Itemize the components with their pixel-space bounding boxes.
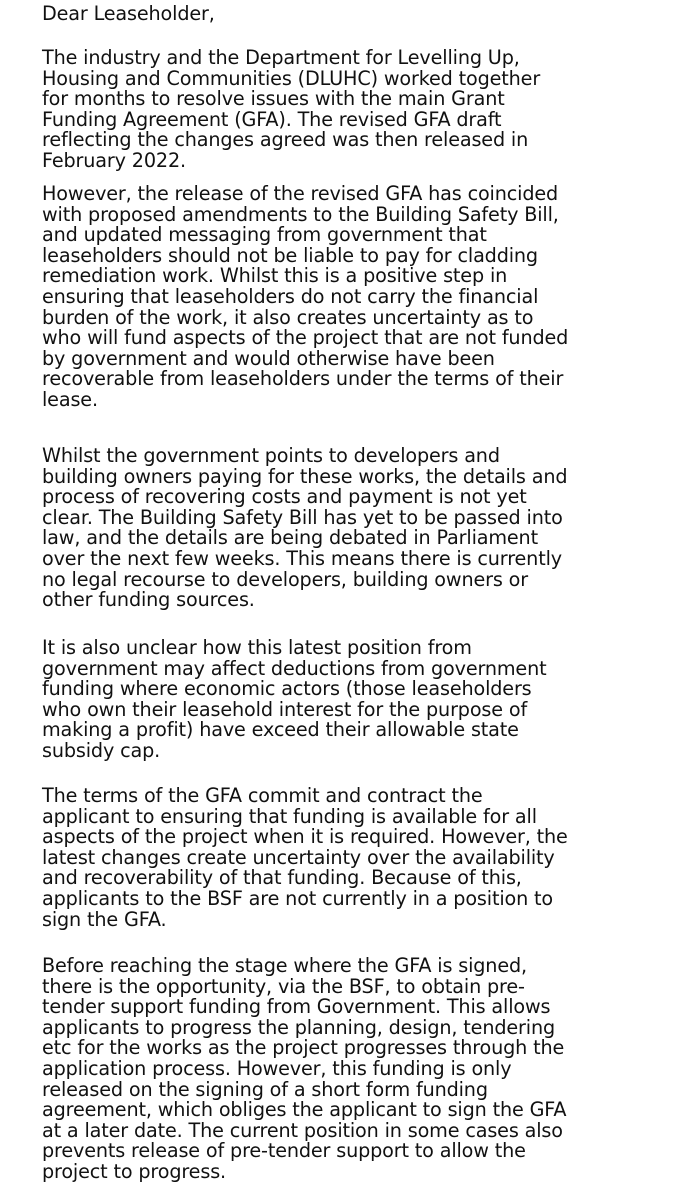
- text-line: who own their leasehold interest for the purpose of: [42, 697, 528, 721]
- text-line: at a later date. The current position in some cases also: [42, 1118, 563, 1142]
- text-line: no legal recourse to developers, building owners or: [42, 567, 528, 591]
- text-line: applicants to progress the planning, design, tendering: [42, 1015, 555, 1039]
- text-line: applicants to the BSF are not currently in a position to: [42, 886, 554, 910]
- text-line: released on the signing of a short form funding: [42, 1077, 488, 1101]
- text-line: clear. The Building Safety Bill has yet to be passed into: [42, 505, 563, 529]
- text-line: process of recovering costs and payment is not yet: [42, 485, 527, 509]
- text-line: remediation work. Whilst this is a positive step in: [42, 264, 508, 288]
- text-line: application process. However, this funding is only: [42, 1056, 512, 1080]
- text-line: building owners paying for these works, the details and: [42, 464, 568, 488]
- text-line: by government and would otherwise have been: [42, 346, 495, 370]
- text-line: agreement, which obliges the applicant to sign the GFA: [42, 1098, 567, 1122]
- text-line: leaseholders should not be liable to pay for cladding: [42, 243, 538, 267]
- salutation: Dear Leaseholder,: [42, 2, 215, 25]
- text-line: project to progress.: [42, 1159, 226, 1183]
- text-line: The industry and the Department for Levelling Up,: [42, 46, 520, 69]
- text-line: It is also unclear how this latest position from: [42, 636, 472, 659]
- text-line: latest changes create uncertainty over the availability: [42, 845, 555, 869]
- text-line: reflecting the changes agreed was then released in: [42, 128, 529, 152]
- text-line: Funding Agreement (GFA). The revised GFA draft: [42, 107, 502, 131]
- text-line: there is the opportunity, via the BSF, to obtain pre-: [42, 974, 525, 998]
- text-line: over the next few weeks. This means there is currently: [42, 546, 562, 570]
- paragraph-6: [42, 956, 566, 1183]
- paragraph-1: [42, 48, 540, 172]
- text-line: other funding sources.: [42, 588, 255, 612]
- text-line: who will fund aspects of the project that are not funded: [42, 326, 569, 350]
- paragraph-2: [42, 184, 568, 411]
- text-line: government may affect deductions from government: [42, 656, 547, 680]
- text-line: prevents release of pre-tender support to allow the: [42, 1139, 526, 1163]
- text-line: Before reaching the stage where the GFA is signed,: [42, 954, 527, 977]
- text-line: sign the GFA.: [42, 907, 167, 931]
- text-line: subsidy cap.: [42, 738, 161, 762]
- text-line: February 2022.: [42, 148, 186, 172]
- text-line: for months to resolve issues with the main Grant: [42, 87, 505, 111]
- text-line: lease.: [42, 387, 98, 411]
- text-line: applicant to ensuring that funding is available for all: [42, 804, 537, 828]
- text-line: Housing and Communities (DLUHC) worked together: [42, 66, 541, 90]
- text-line: The terms of the GFA commit and contract the: [42, 784, 483, 807]
- text-line: burden of the work, it also creates uncertainty as to: [42, 305, 534, 329]
- text-line: and recoverability of that funding. Because of this,: [42, 866, 522, 890]
- text-line: funding where economic actors (those leaseholders: [42, 677, 532, 701]
- text-line: ensuring that leaseholders do not carry the financial: [42, 284, 539, 308]
- text-line: tender support funding from Government. This allows: [42, 995, 551, 1019]
- text-line: However, the release of the revised GFA has coincided: [42, 182, 559, 205]
- text-line: law, and the details are being debated in Parliament: [42, 526, 538, 550]
- text-line: aspects of the project when it is required. However, the: [42, 825, 568, 849]
- text-line: with proposed amendments to the Building Safety Bill,: [42, 202, 559, 226]
- text-line: and updated messaging from government that: [42, 223, 487, 247]
- text-line: making a profit) have exceed their allowable state: [42, 718, 519, 742]
- text-line: etc for the works as the project progresses through the: [42, 1036, 565, 1060]
- paragraph-3: [42, 446, 567, 611]
- paragraph-4: [42, 638, 546, 762]
- text-line: Whilst the government points to developers and: [42, 444, 500, 467]
- paragraph-5: [42, 786, 568, 930]
- text-line: recoverable from leaseholders under the terms of their: [42, 367, 564, 391]
